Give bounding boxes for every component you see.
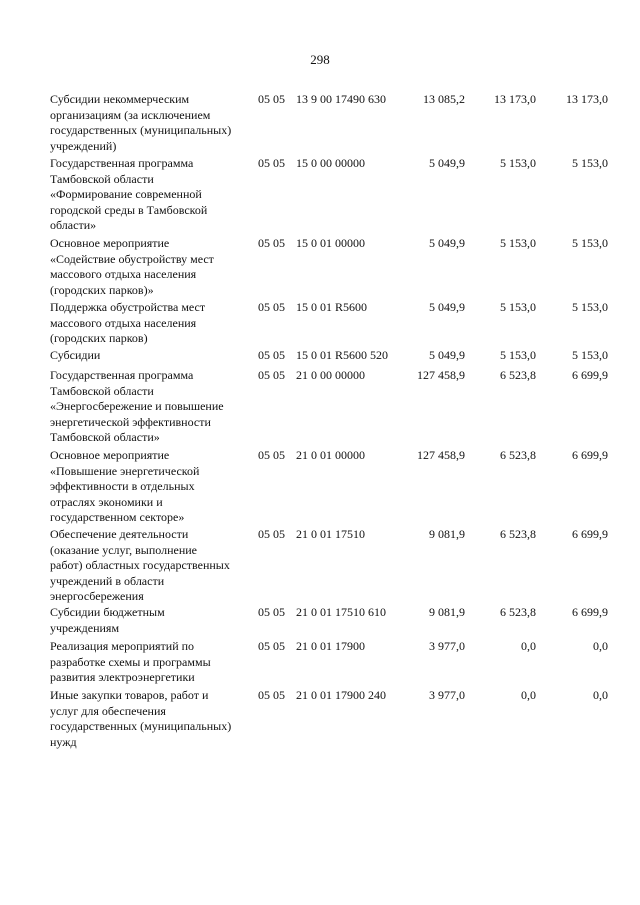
amount-col-2: 6 523,8 <box>500 448 536 462</box>
section-code: 05 05 <box>258 236 285 250</box>
row-name-line: Тамбовской области» <box>50 430 160 444</box>
row-name <box>50 236 255 298</box>
amount-col-3: 6 699,9 <box>572 368 608 382</box>
row-name <box>50 527 255 605</box>
budget-code: 13 9 00 17490 630 <box>296 92 386 106</box>
row-name-line: услуг для обеспечения <box>50 703 166 718</box>
row-name-line: Обеспечение деятельности <box>50 527 189 541</box>
amount-col-1: 127 458,9 <box>417 448 465 462</box>
row-name-line: (оказание услуг, выполнение <box>50 542 197 557</box>
row-name-line: работ) областных государственных <box>50 558 230 572</box>
row-name-line: «Формирование современной <box>50 187 202 201</box>
amount-col-2: 5 153,0 <box>500 300 536 314</box>
amount-col-2: 0,0 <box>521 639 536 653</box>
row-name-line: массового отдыха населения <box>50 267 197 281</box>
section-code: 05 05 <box>258 300 285 314</box>
row-name-line: энергосбережения <box>50 589 144 603</box>
row-name-line: «Содействие обустройству мест <box>50 251 214 266</box>
section-code: 05 05 <box>258 639 285 653</box>
amount-col-1: 5 049,9 <box>429 300 465 314</box>
budget-code: 21 0 01 17510 610 <box>296 605 386 619</box>
amount-col-1: 9 081,9 <box>429 527 465 541</box>
row-name <box>50 300 255 347</box>
budget-code: 15 0 01 R5600 520 <box>296 348 389 362</box>
amount-col-3: 13 173,0 <box>566 92 608 106</box>
amount-col-3: 5 153,0 <box>572 236 608 250</box>
row-name-line: государственных (муниципальных) <box>50 719 232 733</box>
row-name-line: (городских парков)» <box>50 282 154 297</box>
row-name-line: учреждениям <box>50 620 120 635</box>
budget-code: 15 0 00 00000 <box>296 156 365 170</box>
row-name-line: энергетической эффективности <box>50 414 211 429</box>
row-name-line: государственных (муниципальных) <box>50 123 232 137</box>
row-name-line: развития электроэнергетики <box>50 670 195 684</box>
row-name-line: «Повышение энергетической <box>50 463 200 478</box>
row-name-line: Основное мероприятие <box>50 236 170 250</box>
row-name-line: нужд <box>50 734 77 749</box>
row-name-line: городской среды в Тамбовской <box>50 202 208 217</box>
budget-code: 15 0 01 00000 <box>296 236 365 250</box>
section-code: 05 05 <box>258 448 285 462</box>
row-name-line: эффективности в отдельных <box>50 479 195 493</box>
amount-col-1: 5 049,9 <box>429 348 465 362</box>
row-name <box>50 688 255 750</box>
budget-code: 21 0 01 17900 <box>296 639 365 653</box>
row-name-line: Поддержка обустройства мест <box>50 300 206 314</box>
amount-col-1: 3 977,0 <box>429 639 465 653</box>
row-name-line: области» <box>50 218 97 232</box>
amount-col-3: 5 153,0 <box>572 300 608 314</box>
row-name-line: Основное мероприятие <box>50 448 170 462</box>
amount-col-3: 0,0 <box>593 639 608 653</box>
amount-col-3: 5 153,0 <box>572 348 608 362</box>
section-code: 05 05 <box>258 688 285 702</box>
row-name-line: Иные закупки товаров, работ и <box>50 688 209 702</box>
section-code: 05 05 <box>258 92 285 106</box>
amount-col-1: 5 049,9 <box>429 156 465 170</box>
budget-code: 21 0 01 17900 240 <box>296 688 386 702</box>
budget-code: 15 0 01 R5600 <box>296 300 368 314</box>
amount-col-1: 5 049,9 <box>429 236 465 250</box>
section-code: 05 05 <box>258 368 285 382</box>
row-name-line: Государственная программа <box>50 368 194 382</box>
row-name-line: (городских парков) <box>50 331 148 345</box>
row-name-line: учреждений) <box>50 138 117 153</box>
row-name-line: разработке схемы и программы <box>50 654 211 669</box>
amount-col-2: 6 523,8 <box>500 527 536 541</box>
amount-col-2: 0,0 <box>521 688 536 702</box>
amount-col-1: 9 081,9 <box>429 605 465 619</box>
section-code: 05 05 <box>258 156 285 170</box>
row-name-line: Тамбовской области <box>50 171 154 186</box>
row-name-line: Реализация мероприятий по <box>50 639 195 653</box>
amount-col-2: 5 153,0 <box>500 156 536 170</box>
row-name-line: отраслях экономики и <box>50 494 163 509</box>
budget-code: 21 0 01 00000 <box>296 448 365 462</box>
amount-col-2: 5 153,0 <box>500 236 536 250</box>
row-name-line: учреждений в области <box>50 573 165 588</box>
row-name-line: массового отдыха населения <box>50 315 197 330</box>
row-name-line: государственном секторе» <box>50 510 185 524</box>
row-name <box>50 448 255 526</box>
row-name-line: Государственная программа <box>50 156 194 170</box>
amount-col-3: 6 699,9 <box>572 527 608 541</box>
row-name <box>50 639 255 686</box>
row-name <box>50 156 255 234</box>
section-code: 05 05 <box>258 527 285 541</box>
amount-col-3: 6 699,9 <box>572 605 608 619</box>
row-name-line: организациям (за исключением <box>50 107 211 122</box>
amount-col-1: 3 977,0 <box>429 688 465 702</box>
row-name <box>50 368 255 446</box>
row-name <box>50 92 255 154</box>
amount-col-3: 6 699,9 <box>572 448 608 462</box>
page-number: 298 <box>310 52 330 67</box>
section-code: 05 05 <box>258 348 285 362</box>
budget-code: 21 0 00 00000 <box>296 368 365 382</box>
row-name-line: Тамбовской области <box>50 383 154 398</box>
amount-col-2: 6 523,8 <box>500 605 536 619</box>
row-name <box>50 348 255 364</box>
amount-col-3: 0,0 <box>593 688 608 702</box>
budget-code: 21 0 01 17510 <box>296 527 365 541</box>
row-name <box>50 605 255 636</box>
amount-col-1: 127 458,9 <box>417 368 465 382</box>
amount-col-2: 13 173,0 <box>494 92 536 106</box>
amount-col-2: 5 153,0 <box>500 348 536 362</box>
amount-col-3: 5 153,0 <box>572 156 608 170</box>
amount-col-2: 6 523,8 <box>500 368 536 382</box>
row-name-line: «Энергосбережение и повышение <box>50 399 224 413</box>
row-name-line: Субсидии <box>50 348 101 362</box>
row-name-line: Субсидии бюджетным <box>50 605 165 619</box>
section-code: 05 05 <box>258 605 285 619</box>
row-name-line: Субсидии некоммерческим <box>50 92 190 106</box>
amount-col-1: 13 085,2 <box>423 92 465 106</box>
